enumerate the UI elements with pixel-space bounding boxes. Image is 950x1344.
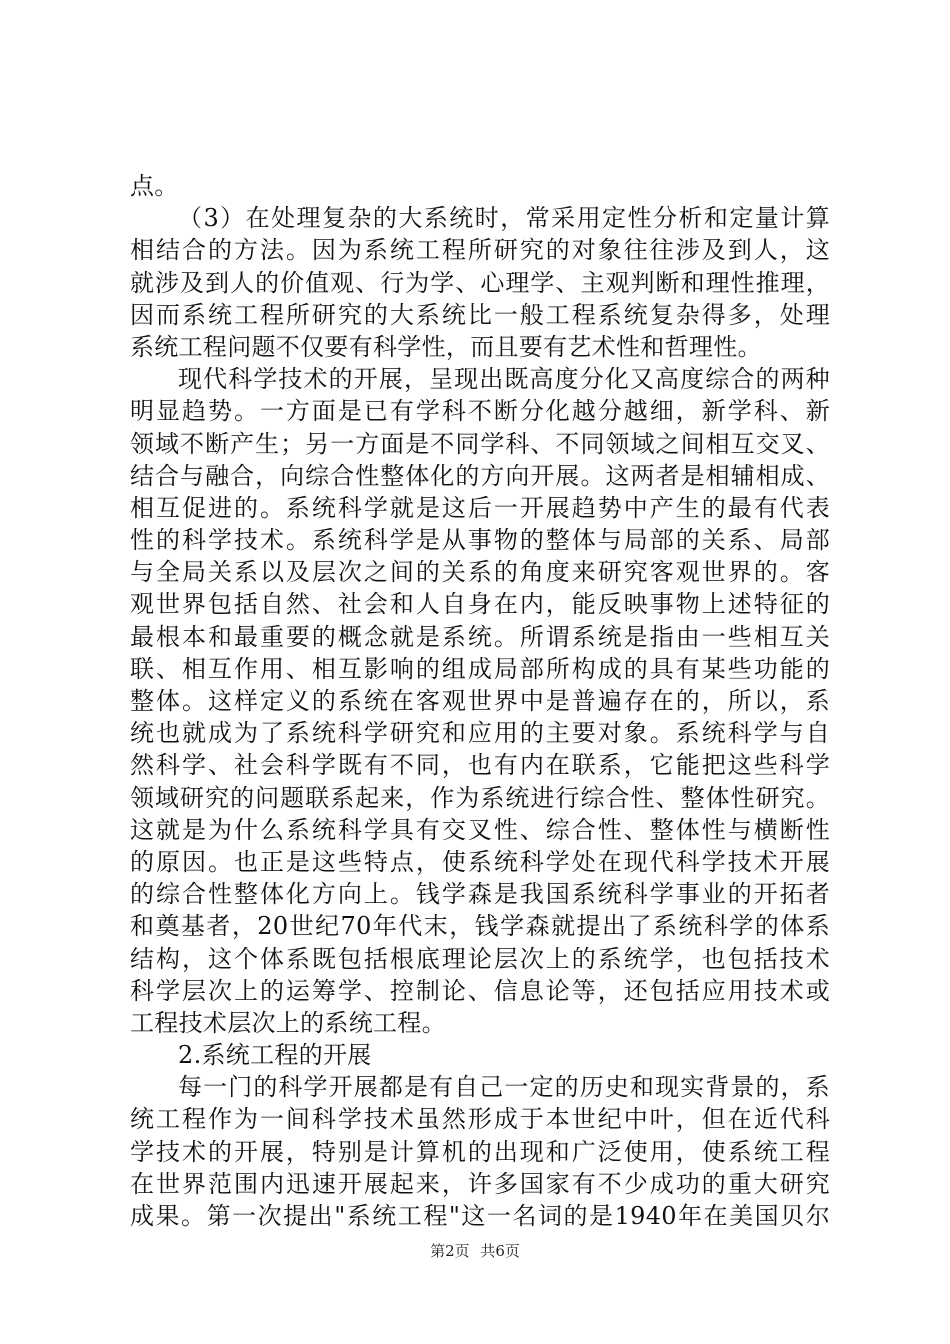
text-line: 这就是为什么系统科学具有交叉性、综合性、整体性与横断性 bbox=[130, 815, 830, 844]
text-line: 统也就成为了系统科学研究和应用的主要对象。系统科学与自 bbox=[130, 719, 830, 748]
page-number: 第2页 bbox=[430, 1242, 470, 1260]
text-line: 明显趋势。一方面是已有学科不断分化越分越细，新学科、新 bbox=[130, 397, 830, 426]
page-footer bbox=[0, 1240, 950, 1261]
text-line: 相结合的方法。因为系统工程所研究的对象往往涉及到人，这 bbox=[130, 236, 830, 265]
text-line: （3）在处理复杂的大系统时，常采用定性分析和定量计算 bbox=[178, 204, 830, 233]
text-line: 学技术的开展，特别是计算机的出现和广泛使用，使系统工程 bbox=[130, 1137, 830, 1166]
text-line: 科学层次上的运筹学、控制论、信息论等，还包括应用技术或 bbox=[130, 976, 830, 1005]
text-line: 2.系统工程的开展 bbox=[178, 1041, 372, 1070]
text-line: 统工程作为一间科学技术虽然形成于本世纪中叶，但在近代科 bbox=[130, 1105, 830, 1134]
text-line: 观世界包括自然、社会和人自身在内，能反映事物上述特征的 bbox=[130, 590, 830, 619]
text-line: 领域研究的问题联系起来，作为系统进行综合性、整体性研究。 bbox=[130, 783, 830, 812]
text-line: 在世界范围内迅速开展起来，许多国家有不少成功的重大研究 bbox=[130, 1169, 830, 1198]
text-line: 系统工程问题不仅要有科学性，而且要有艺术性和哲理性。 bbox=[130, 332, 762, 361]
text-line: 联、相互作用、相互影响的组成局部所构成的具有某些功能的 bbox=[130, 654, 830, 683]
text-line: 就涉及到人的价值观、行为学、心理学、主观判断和理性推理， bbox=[130, 268, 830, 297]
text-line: 成果。第一次提出"系统工程"这一名词的是1940年在美国贝尔 bbox=[130, 1202, 830, 1230]
page-total: 共6页 bbox=[480, 1242, 520, 1260]
text-line: 结合与融合，向综合性整体化的方向开展。这两者是相辅相成、 bbox=[130, 461, 830, 490]
text-line: 与全局关系以及层次之间的关系的角度来研究客观世界的。客 bbox=[130, 558, 830, 587]
document-body bbox=[130, 170, 830, 1232]
text-line: 的原因。也正是这些特点，使系统科学处在现代科学技术开展 bbox=[130, 847, 830, 876]
text-line: 点。 bbox=[130, 172, 179, 200]
text-line: 因而系统工程所研究的大系统比一般工程系统复杂得多，处理 bbox=[130, 300, 830, 329]
text-line: 工程技术层次上的系统工程。 bbox=[130, 1008, 446, 1037]
text-line: 相互促进的。系统科学就是这后一开展趋势中产生的最有代表 bbox=[130, 493, 830, 522]
text-line: 性的科学技术。系统科学是从事物的整体与局部的关系、局部 bbox=[130, 526, 830, 555]
text-line: 和奠基者，20世纪70年代末，钱学森就提出了系统科学的体系 bbox=[130, 912, 830, 941]
text-line: 然科学、社会科学既有不同，也有内在联系，它能把这些科学 bbox=[130, 751, 830, 780]
text-line: 领域不断产生；另一方面是不同学科、不同领域之间相互交叉、 bbox=[130, 429, 830, 458]
text-line: 结构，这个体系既包括根底理论层次上的系统学，也包括技术 bbox=[130, 944, 830, 973]
text-line: 的综合性整体化方向上。钱学森是我国系统科学事业的开拓者 bbox=[130, 880, 830, 909]
text-line: 整体。这样定义的系统在客观世界中是普遍存在的，所以，系 bbox=[130, 687, 830, 715]
text-line: 现代科学技术的开展，呈现出既高度分化又高度综合的两种 bbox=[178, 365, 830, 394]
text-line: 最根本和最重要的概念就是系统。所谓系统是指由一些相互关 bbox=[130, 622, 830, 651]
text-line: 每一门的科学开展都是有自己一定的历史和现实背景的，系 bbox=[178, 1073, 830, 1102]
